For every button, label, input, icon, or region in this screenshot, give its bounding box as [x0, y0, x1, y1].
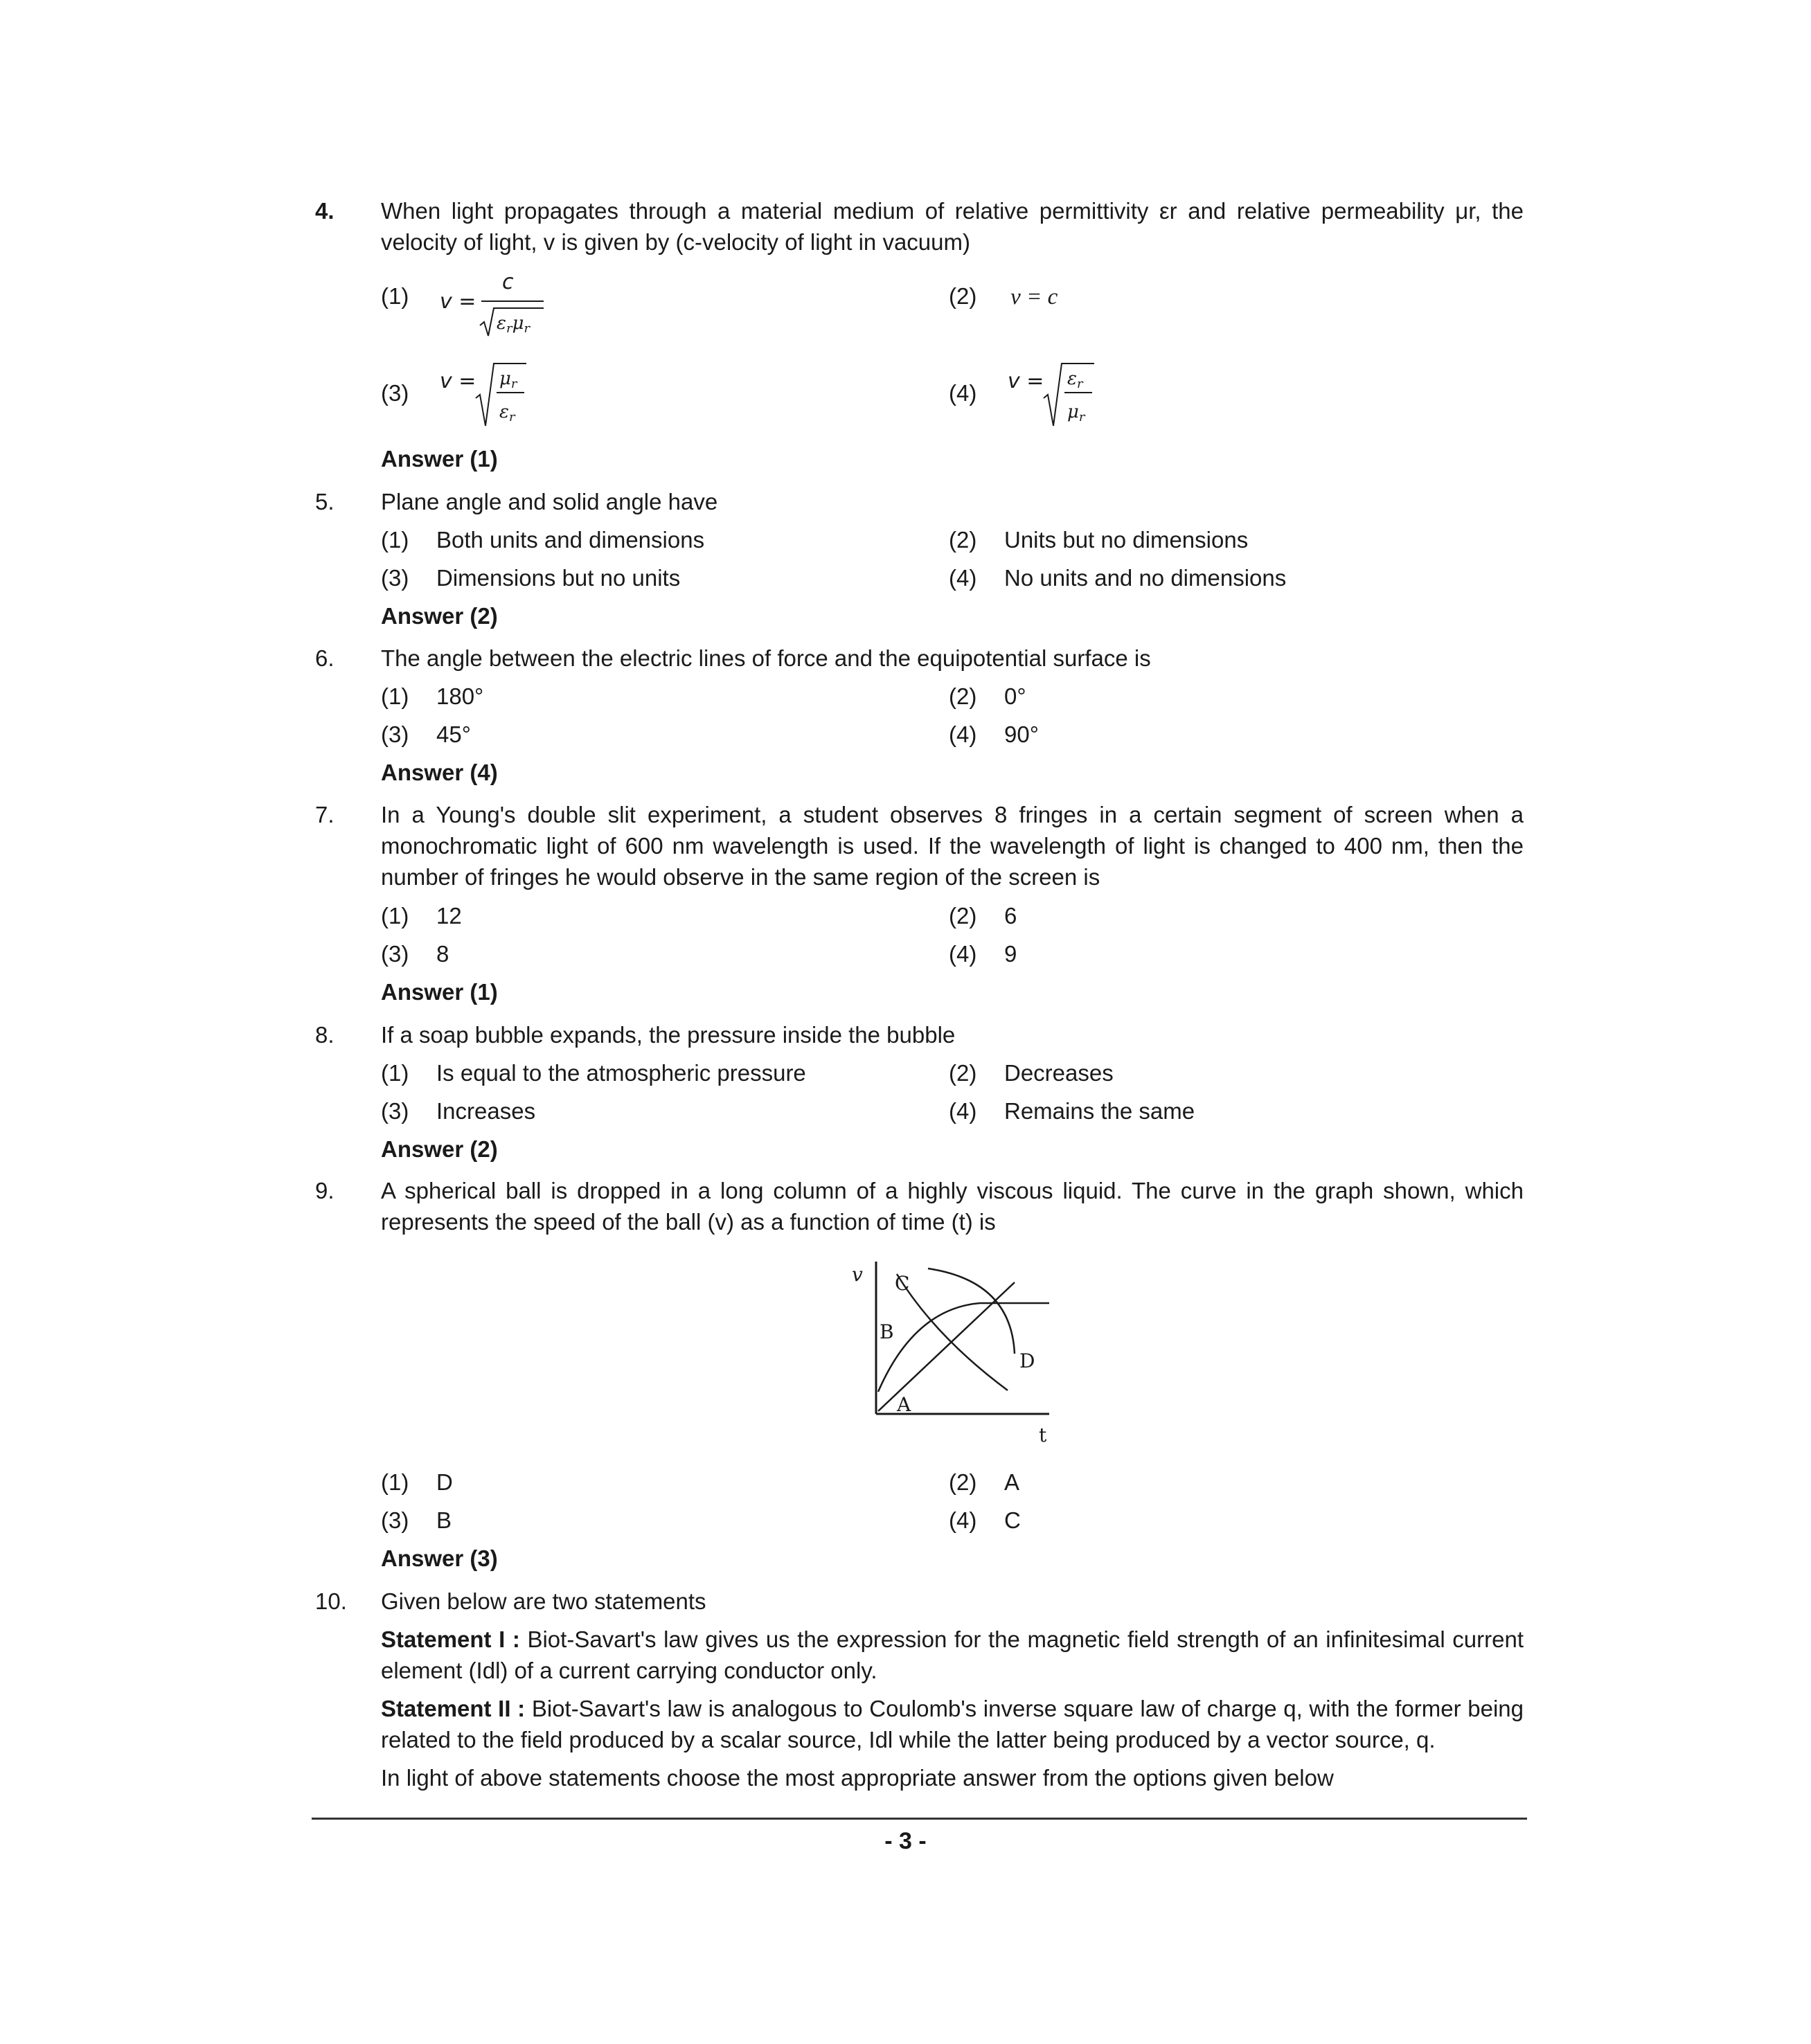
- curve-label-d: D: [1019, 1350, 1035, 1372]
- statement-1-label: Statement I :: [381, 1626, 520, 1652]
- answer: Answer (1): [381, 446, 498, 472]
- answer: Answer (3): [381, 1545, 498, 1571]
- curve-label-b: B: [880, 1320, 894, 1343]
- svg-text:c: c: [502, 274, 514, 294]
- option-4: (4) C: [949, 1507, 1021, 1533]
- option-4: (4) Remains the same: [949, 1098, 1195, 1124]
- statement-2: [381, 1693, 1524, 1755]
- option-2: (2) 0°: [949, 683, 1026, 709]
- option-1: (1) 12: [381, 903, 462, 929]
- page-number: - 3 -: [884, 1828, 927, 1854]
- curve-a: [878, 1282, 1015, 1411]
- question-number: 7.: [315, 802, 334, 827]
- question-text: In a Young's double slit experiment, a student observes 8 fringes in a certain segment of screen when a monochromatic light of 600 nm wavelength is used. If the wavelength of light is changed to 400 nm, then the number of fringes he would observe in the same region of the screen is: [381, 802, 1524, 890]
- formula-c-over-sqrt-er-mr: [440, 274, 551, 343]
- option-1: (1) v = c εrμr: [381, 280, 436, 312]
- svg-text:v =: v =: [1008, 369, 1044, 393]
- svg-text:v =: v =: [440, 289, 476, 314]
- curve-b: [878, 1303, 1049, 1392]
- question-text: Given below are two statements: [381, 1588, 706, 1614]
- option-3: (3) v = μr εr: [381, 377, 436, 409]
- answer: Answer (2): [381, 603, 498, 629]
- option-1: (1) Is equal to the atmospheric pressure: [381, 1060, 806, 1086]
- curve-c: [897, 1274, 1008, 1390]
- option-3: (3) Dimensions but no units: [381, 565, 681, 591]
- curve-d: [928, 1268, 1015, 1354]
- svg-text:v =: v =: [440, 369, 476, 393]
- question-text: If a soap bubble expands, the pressure inside the bubble: [381, 1022, 956, 1048]
- svg-text:εr: εr: [1067, 368, 1083, 391]
- curve-label-c: C: [895, 1272, 910, 1295]
- option-3: (3) 8: [381, 941, 449, 967]
- option-4: (4) 9: [949, 941, 1017, 967]
- option-1: (1) D: [381, 1469, 453, 1495]
- option-4: (4) No units and no dimensions: [949, 565, 1287, 591]
- option-2: (2) A: [949, 1469, 1020, 1495]
- statement-1-text: Biot-Savart's law gives us the expression for the magnetic field strength of an infinitesimal current element (Idl) of a current carrying conductor only.: [381, 1626, 1524, 1683]
- velocity-time-graph: [838, 1253, 1060, 1454]
- option-2: (2) Decreases: [949, 1060, 1114, 1086]
- answer: Answer (2): [381, 1136, 498, 1162]
- option-4: (4) v = εr μr: [949, 377, 1004, 409]
- instruction: In light of above statements choose the most appropriate answer from the options given below: [381, 1765, 1334, 1791]
- statement-2-label: Statement II :: [381, 1696, 526, 1721]
- option-3: (3) Increases: [381, 1098, 536, 1124]
- option-1: (1) 180°: [381, 683, 484, 709]
- question-number: 6.: [315, 645, 334, 671]
- curve-label-a: A: [897, 1393, 911, 1416]
- question-number: 4.: [315, 198, 334, 224]
- option-4: (4) 90°: [949, 721, 1039, 747]
- svg-text:εr: εr: [499, 402, 515, 424]
- formula-sqrt-er-over-mr: [1008, 357, 1105, 433]
- statement-2-text: Biot-Savart's law is analogous to Coulomb's inverse square law of charge q, with the former being related to the field produced by a scalar source, Idl while the latter being produced by a vector source, q.: [381, 1696, 1524, 1752]
- x-axis-label: t: [1039, 1424, 1047, 1446]
- option-3: (3) B: [381, 1507, 452, 1533]
- question-number: 5.: [315, 489, 334, 514]
- option-2: (2) Units but no dimensions: [949, 527, 1249, 553]
- option-1: (1) Both units and dimensions: [381, 527, 705, 553]
- question-text: Plane angle and solid angle have: [381, 489, 718, 514]
- option-2: (2) v = c: [949, 283, 1058, 310]
- answer: Answer (4): [381, 760, 498, 785]
- option-3: (3) 45°: [381, 721, 471, 747]
- y-axis-label: v: [852, 1263, 863, 1286]
- question-number: 10.: [315, 1588, 347, 1614]
- statement-1: [381, 1624, 1524, 1686]
- option-2: (2) 6: [949, 903, 1017, 929]
- question-text: A spherical ball is dropped in a long column of a highly viscous liquid. The curve in the graph shown, which represents the speed of the ball (v) as a function of time (t) is: [381, 1178, 1524, 1235]
- svg-text:μr: μr: [499, 368, 517, 391]
- svg-text:μr: μr: [1067, 402, 1085, 424]
- footer-divider: [312, 1818, 1527, 1820]
- svg-text:εrμr: εrμr: [497, 313, 530, 336]
- question-number: 9.: [315, 1178, 334, 1203]
- question-number: 8.: [315, 1022, 334, 1048]
- answer: Answer (1): [381, 979, 498, 1005]
- question-text: When light propagates through a material medium of relative permittivity εr and relative permeability μr, the velocity of light, v is given by (c-velocity of light in vacuum): [381, 198, 1524, 255]
- formula-sqrt-mr-over-er: [440, 357, 537, 433]
- question-text: The angle between the electric lines of force and the equipotential surface is: [381, 645, 1151, 671]
